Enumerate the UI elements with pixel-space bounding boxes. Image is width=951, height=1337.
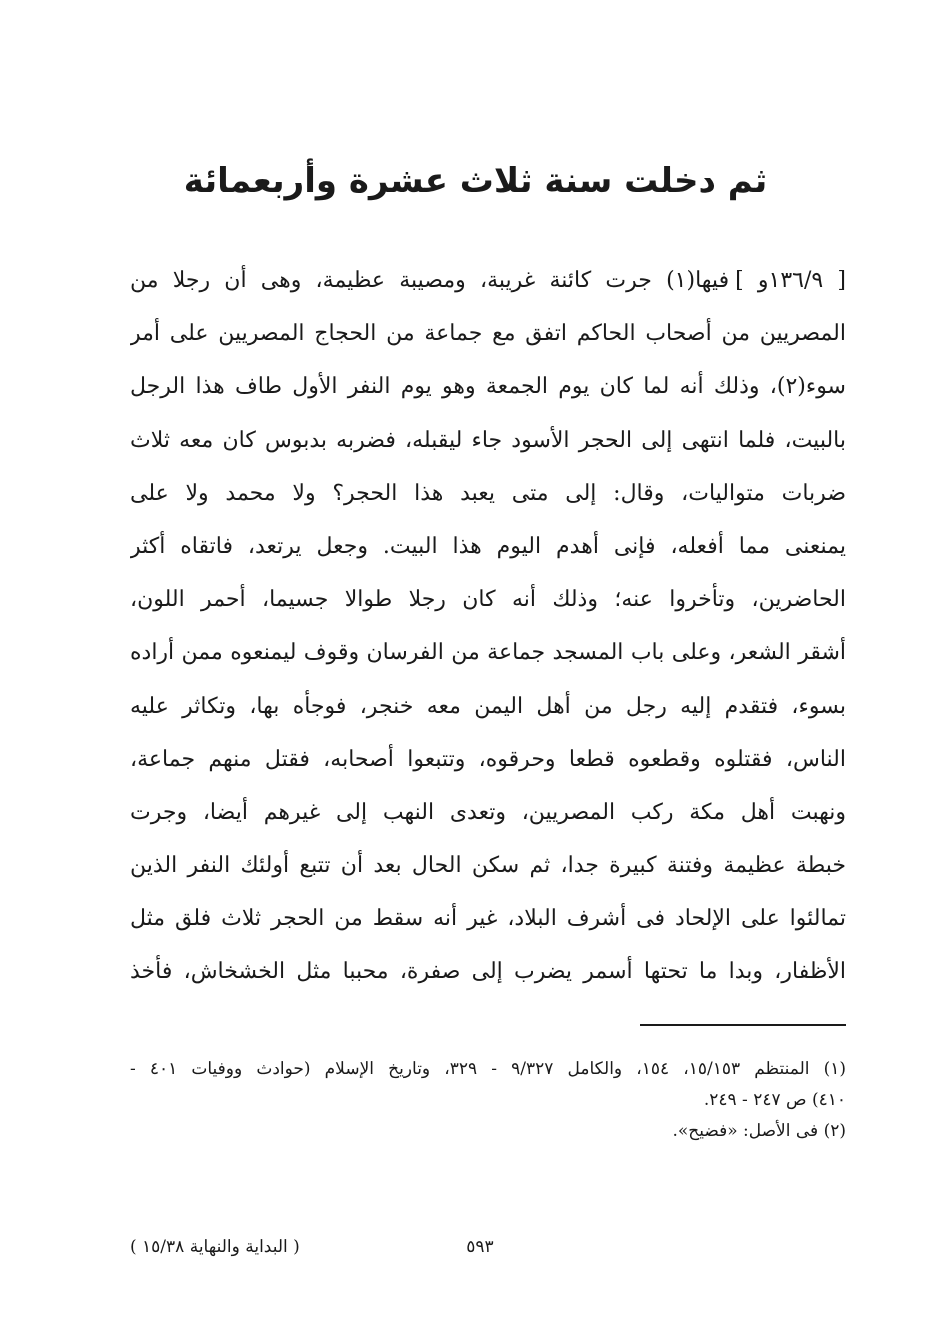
body-line: المصريين من أصحاب الحاكم اتفق مع جماعة من الحجاج المصريين على أمر <box>130 321 846 347</box>
body-line: ضربات متواليات، وقال: إلى متى يعبد هذا الحجر؟ ولا محمد ولا على <box>130 480 846 506</box>
body-line: سوء(٢)، وذلك أنه لما كان يوم الجمعة وهو يوم النفر الأول طاف هذا الرجل <box>130 374 846 400</box>
footnote-divider <box>640 1024 846 1026</box>
chapter-title: ثم دخلت سنة ثلاث عشرة وأربعمائة <box>183 160 768 201</box>
body-line: تمالئوا على الإلحاد فى أشرف البلاد، غير أنه سقط من الحجر ثلاث فلق مثل <box>130 906 846 932</box>
body-line <box>130 254 846 307</box>
body-line: الناس، فقتلوه وقطعوه قطعا وحرقوه، وتتبعوا أصحابه، فقتل منهم جماعة، <box>130 746 846 772</box>
footnote-line: (١) المنتظم ١٥/١٥٣، ١٥٤، والكامل ٩/٣٢٧ - ٣٢٩، وتاريخ الإسلام (حوادث ووفيات ٤٠١ - <box>130 1059 846 1079</box>
body-line: أشقر الشعر، وعلى باب المسجد جماعة من الفرسان وقوف ليمنعوه ممن أراده <box>130 640 846 666</box>
body-line: الأظفار، وبدا ما تحتها أسمر يضرب إلى صفرة، محببا مثل الخشخاش، فأخذ <box>130 959 846 985</box>
body-line: بالبيت، فلما انتهى إلى الحجر الأسود جاء ليقبله، فضربه بدبوس كان معه ثلاث <box>130 427 846 453</box>
body-line: خبطة عظيمة وفتنة كبيرة جدا، ثم سكن الحال بعد أن تتبع أولئك النفر الذين <box>130 853 846 879</box>
footnotes <box>130 1054 846 1147</box>
footnote-line: ٤١٠) ص ٢٤٧ - ٢٤٩. <box>703 1090 846 1110</box>
source-reference: ( البداية والنهاية ١٥/٣٨ ) <box>130 1237 300 1257</box>
footnote-line: (٢) فى الأصل: «فضيح». <box>672 1121 846 1141</box>
body-line: يمنعنى مما أفعله، فإنى أهدم اليوم هذا البيت. وجعل يرتعد، فاتقاه أكثر <box>130 533 846 559</box>
page-number: ٥٩٣ <box>466 1237 494 1257</box>
page-footer <box>0 1232 951 1262</box>
body-line: الحاضرين، وتأخروا عنه؛ وذلك أنه كان رجلا طوالا جسيما، أحمر اللون، <box>130 587 846 613</box>
body-line-text: فيها(١) جرت كائنة غريبة، ومصيبة عظيمة، وهى أن رجلا من <box>130 268 730 293</box>
body-line: ونهبت أهل مكة ركب المصريين، وتعدى النهب إلى غيرهم أيضا، وجرت <box>130 799 846 825</box>
body-line: بسوء، فتقدم إليه رجل من أهل اليمن معه خنجر، فوجأه بها، وتكاثر عليه <box>130 693 846 719</box>
body-text <box>130 254 846 999</box>
manuscript-marker: [ ١٣٦/٩و ] <box>735 268 846 293</box>
